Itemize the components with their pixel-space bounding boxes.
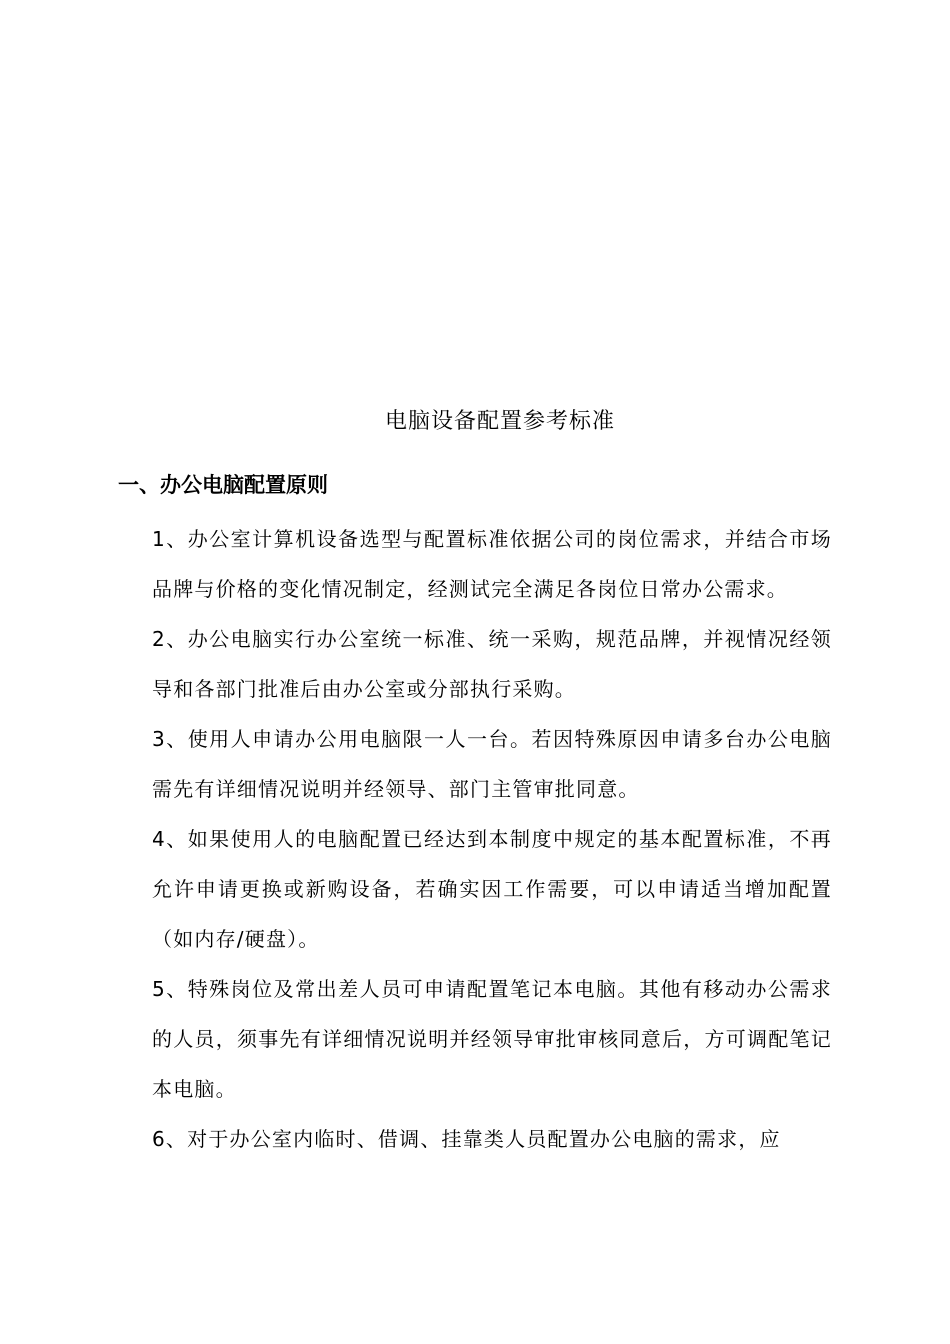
paragraph-5: 5、特殊岗位及常出差人员可申请配置笔记本电脑。其他有移动办公需求的人员，须事先有详细情况说明并经领导审批审核同意后，方可调配笔记本电脑。: [152, 977, 832, 1101]
paragraph-3: 3、使用人申请办公用电脑限一人一台。若因特殊原因申请多台办公电脑需先有详细情况说明并经领导、部门主管审批同意。: [152, 727, 832, 801]
body-text: [152, 514, 832, 1164]
paragraph-1: 1、办公室计算机设备选型与配置标准依据公司的岗位需求，并结合市场品牌与价格的变化情况制定，经测试完全满足各岗位日常办公需求。: [152, 527, 832, 601]
paragraph-4: 4、如果使用人的电脑配置已经达到本制度中规定的基本配置标准，不再允许申请更换或新购设备，若确实因工作需要，可以申请适当增加配置（如内存/硬盘）。: [152, 827, 832, 951]
paragraph-2: 2、办公电脑实行办公室统一标准、统一采购，规范品牌，并视情况经领导和各部门批准后由办公室或分部执行采购。: [152, 627, 832, 701]
section-heading: 一、办公电脑配置原则: [118, 473, 328, 497]
paragraph-6: 6、对于办公室内临时、借调、挂靠类人员配置办公电脑的需求，应: [152, 1127, 781, 1151]
document-title: 电脑设备配置参考标准: [384, 409, 615, 434]
